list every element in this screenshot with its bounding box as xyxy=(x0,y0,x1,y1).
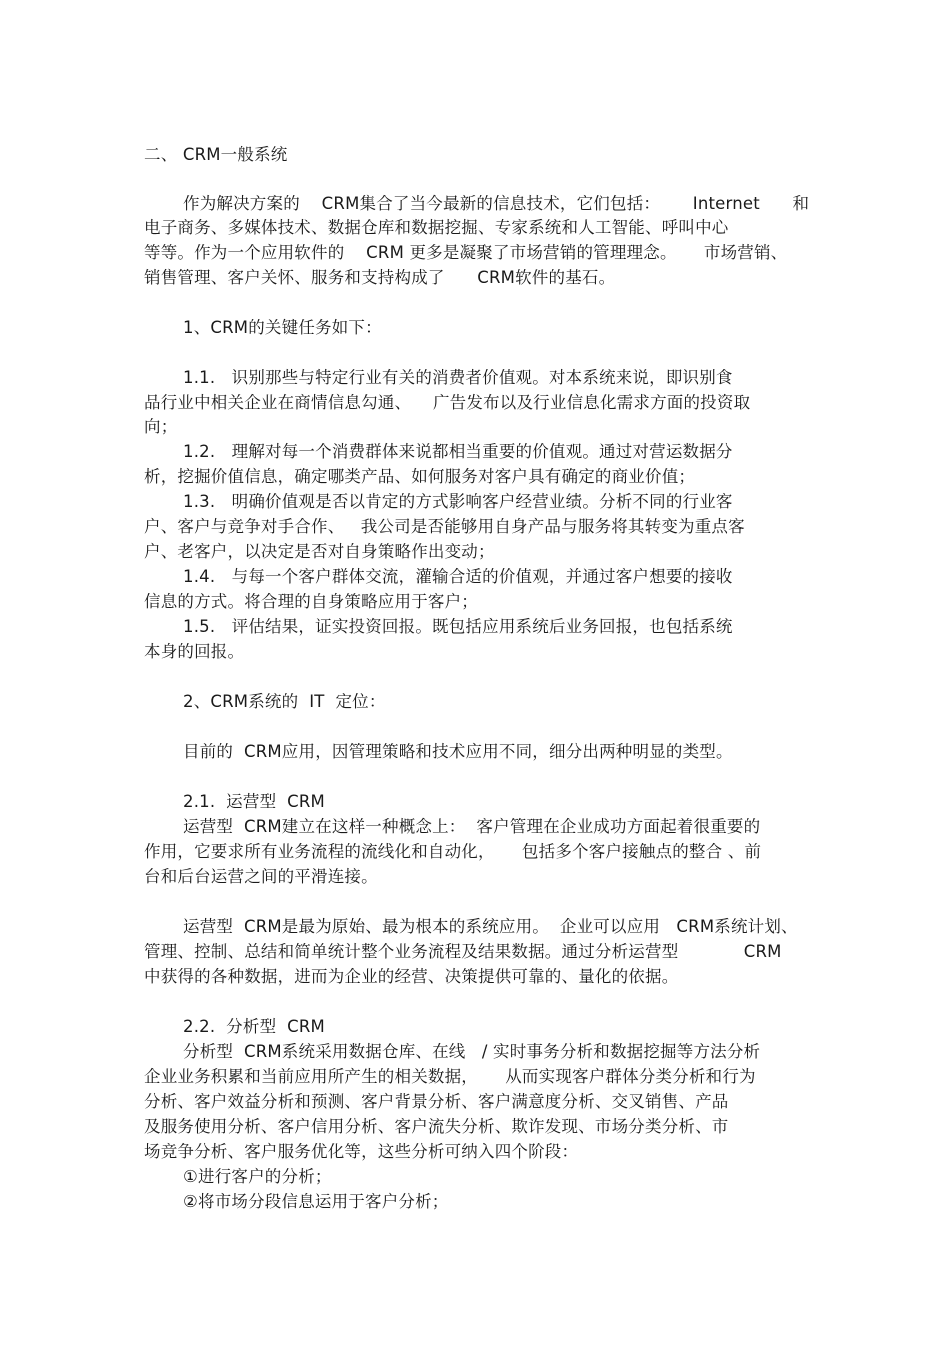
subsection-heading: 2、CRM系统的 IT 定位： xyxy=(183,692,386,711)
list-item-line: ②将市场分段信息运用于客户分析； xyxy=(183,1192,449,1211)
list-item-line: ①进行客户的分析； xyxy=(183,1167,332,1186)
subsection-heading: 2.2. 分析型 CRM xyxy=(183,1017,325,1036)
paragraph-line: 电子商务、多媒体技术、数据仓库和数据挖掘、专家系统和人工智能、呼叫中心 xyxy=(144,218,729,237)
paragraph-line: 目前的 CRM应用，因管理策略和技术应用不同，细分出两种明显的类型。 xyxy=(183,742,733,761)
list-item-line: 户、老客户，以决定是否对自身策略作出变动； xyxy=(144,542,495,561)
paragraph-line: 分析、客户效益分析和预测、客户背景分析、客户满意度分析、交叉销售、产品 xyxy=(144,1092,729,1111)
list-item-line: 向； xyxy=(144,417,178,436)
list-item-line: 1.1. 识别那些与特定行业有关的消费者价值观。对本系统来说，即识别食 xyxy=(183,368,733,387)
paragraph-line: 分析型 CRM系统采用数据仓库、在线 / 实时事务分析和数据挖掘等方法分析 xyxy=(183,1042,761,1061)
list-item-line: 1.5. 评估结果，证实投资回报。既包括应用系统后业务回报，也包括系统 xyxy=(183,617,733,636)
paragraph-line: 运营型 CRM建立在这样一种概念上： 客户管理在企业成功方面起着很重要的 xyxy=(183,817,761,836)
paragraph-line: 及服务使用分析、客户信用分析、客户流失分析、欺诈发现、市场分类分析、市 xyxy=(144,1117,729,1136)
paragraph-line: 中获得的各种数据，进而为企业的经营、决策提供可靠的、量化的依据。 xyxy=(144,967,679,986)
list-item-line: 品行业中相关企业在商情信息勾通、 广告发布以及行业信息化需求方面的投资取 xyxy=(144,393,751,412)
paragraph-line: 管理、控制、总结和简单统计整个业务流程及结果数据。通过分析运营型 CRM xyxy=(144,942,782,961)
list-item-line: 本身的回报。 xyxy=(144,642,245,661)
paragraph-line: 企业业务积累和当前应用所产生的相关数据， 从而实现客户群体分类分析和行为 xyxy=(144,1067,756,1086)
paragraph-line: 运营型 CRM是最为原始、最为根本的系统应用。 企业可以应用 CRM系统计划、 xyxy=(183,917,798,936)
subsection-heading: 2.1. 运营型 CRM xyxy=(183,792,325,811)
paragraph-line: 场竞争分析、客户服务优化等，这些分析可纳入四个阶段： xyxy=(144,1142,579,1161)
list-item-line: 信息的方式。将合理的自身策略应用于客户； xyxy=(144,592,478,611)
paragraph-line: 销售管理、客户关怀、服务和支持构成了 CRM软件的基石。 xyxy=(144,268,616,287)
section-heading: 二、 CRM一般系统 xyxy=(144,145,288,164)
list-item-line: 1.2. 理解对每一个消费群体来说都相当重要的价值观。通过对营运数据分 xyxy=(183,442,733,461)
list-item-line: 1.3. 明确价值观是否以肯定的方式影响客户经营业绩。分析不同的行业客 xyxy=(183,492,733,511)
list-item-line: 1.4. 与每一个客户群体交流，灌输合适的价值观，并通过客户想要的接收 xyxy=(183,567,733,586)
list-item-line: 析，挖掘价值信息，确定哪类产品、如何服务对客户具有确定的商业价值； xyxy=(144,467,696,486)
subsection-heading: 1、CRM的关键任务如下： xyxy=(183,318,382,337)
paragraph-line: 作用，它要求所有业务流程的流线化和自动化， 包括多个客户接触点的整合 、前 xyxy=(144,842,762,861)
paragraph-line: 等等。作为一个应用软件的 CRM 更多是凝聚了市场营销的管理理念。 市场营销、 xyxy=(144,243,788,262)
list-item-line: 户、客户与竞争对手合作、 我公司是否能够用自身产品与服务将其转变为重点客 xyxy=(144,517,745,536)
paragraph-line: 作为解决方案的 CRM集合了当今最新的信息技术，它们包括： Internet 和 xyxy=(183,194,810,213)
paragraph-line: 台和后台运营之间的平滑连接。 xyxy=(144,867,378,886)
